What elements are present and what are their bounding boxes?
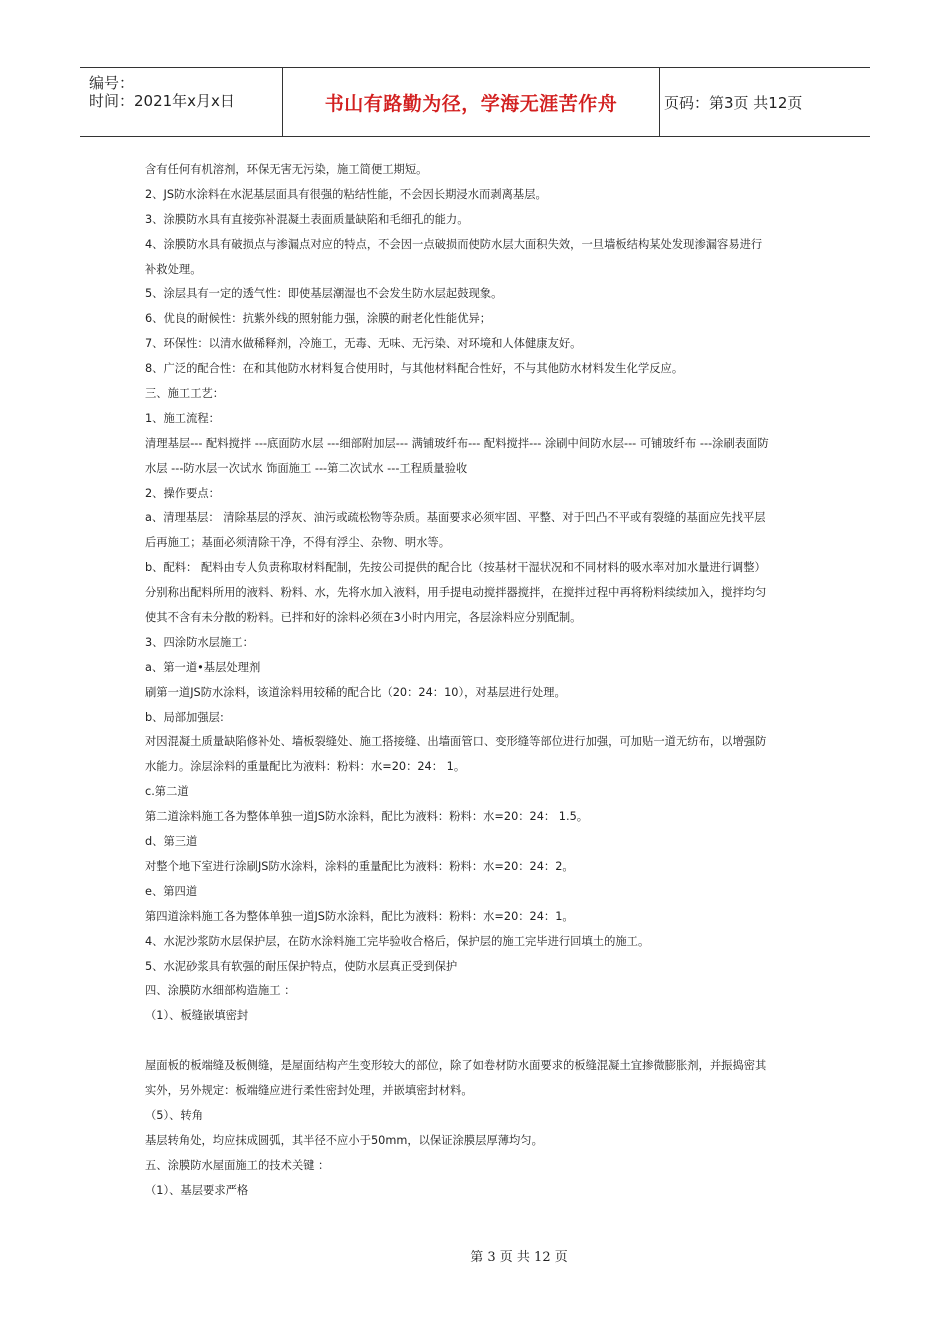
text-line: 对整个地下室进行涂刷JS防水涂料，涂料的重量配比为液料：粉料：水=20：24：2。 — [145, 859, 574, 873]
text-line: 使其不含有未分散的粉料。已拌和好的涂料必须在3小时内用完，各层涂料应分别配制。 — [145, 611, 582, 625]
text-line: 后再施工；基面必须清除干净，不得有浮尘、杂物、明水等。 — [145, 536, 451, 550]
text-line: d、第三道 — [145, 835, 198, 849]
text-line: 屋面板的板端缝及板侧缝，是屋面结构产生变形较大的部位，除了如卷材防水面要求的板缝混凝土宜掺微膨胀剂，并振捣密其 — [145, 1059, 767, 1073]
header-motto: 书山有路勤为径，学海无涯苦作舟 — [324, 92, 618, 115]
text-line: 基层转角处，均应抹成圆弧，其半径不应小于50mm，以保证涂膜层厚薄均匀。 — [145, 1133, 543, 1147]
text-line: 第二道涂料施工各为整体单独一道JS防水涂料，配比为液料：粉料：水=20：24： 1.5。 — [145, 810, 589, 824]
text-line: 清理基层--- 配料搅拌 ---底面防水层 ---细部附加层--- 满铺玻纤布--- 配料搅拌--- 涂刷中间防水层--- 可铺玻纤布 ---涂刷表面防 — [145, 436, 769, 450]
text-line: b、局部加强层: — [145, 710, 224, 724]
text-line: 5、水泥砂浆具有软强的耐压保护特点，使防水层真正受到保护 — [145, 959, 458, 973]
text-line: 四、涂膜防水细部构造施工 ： — [145, 984, 296, 998]
blank-line — [145, 1029, 810, 1054]
text-line: 4、水泥沙浆防水层保护层，在防水涂料施工完毕验收合格后，保护层的施工完毕进行回填土的施工。 — [145, 934, 650, 948]
text-line: 补救处理。 — [145, 262, 202, 276]
text-line: 7、环保性：以清水做稀释剂，冷施工，无毒、无味、无污染、对环境和人体健康友好。 — [145, 337, 582, 351]
header-page-info: 页码：第3页 共12页 — [664, 93, 803, 112]
header-motto-cell — [282, 68, 660, 136]
page-header — [80, 67, 870, 137]
text-line: （1）、板缝嵌填密封 — [145, 1009, 249, 1023]
text-line: b、配料： 配料由专人负责称取材料配制，先按公司提供的配合比（按基材干湿状况和不同材料的吸水率对加水量进行调整） — [145, 561, 766, 575]
text-line: 三、施工工艺： — [145, 387, 225, 401]
text-line: 水层 ---防水层一次试水 饰面施工 ---第二次试水 ---工程质量验收 — [145, 461, 468, 475]
text-line: 含有任何有机溶剂，环保无害无污染，施工简便工期短。 — [145, 163, 428, 176]
text-line: 8、广泛的配合性：在和其他防水材料复合使用时，与其他材料配合性好，不与其他防水材料发生化学反应。 — [145, 362, 684, 376]
text-line: 五、涂膜防水屋面施工的技术关键 ： — [145, 1158, 330, 1172]
text-line: 对因混凝土质量缺陷修补处、墙板裂缝处、施工搭接缝、出墙面管口、变形缝等部位进行加强，可加贴一道无纺布，以增强防 — [145, 735, 767, 749]
text-line: 实外，另外规定：板端缝应进行柔性密封处理，并嵌填密封材料。 — [145, 1083, 473, 1097]
text-line: 分别称出配料所用的液料、粉料、水，先将水加入液料，用手提电动搅拌器搅拌，在搅拌过程中再将粉料续续加入，搅拌均匀 — [145, 586, 767, 600]
text-line: a、第一道•基层处理剂 — [145, 660, 261, 674]
text-line: 2、操作要点： — [145, 486, 220, 500]
text-line: 刷第一道JS防水涂料，该道涂料用较稀的配合比（20：24：10），对基层进行处理。 — [145, 685, 566, 699]
document-time-label: 时间：2021年x月x日 — [89, 92, 235, 110]
text-line: （5）、转角 — [145, 1108, 204, 1122]
text-line: 2、JS防水涂料在水泥基层面具有很强的粘结性能，不会因长期浸水而剥离基层。 — [145, 187, 547, 201]
text-line: 第四道涂料施工各为整体单独一道JS防水涂料，配比为液料：粉料：水=20：24：1。 — [145, 909, 574, 923]
text-line: 水能力。涂层涂料的重量配比为液料：粉料：水=20：24： 1。 — [145, 760, 466, 774]
header-page-cell — [660, 68, 870, 136]
text-line: a、清理基层： 清除基层的浮灰、油污或疏松物等杂质。基面要求必须牢固、平整、对于凹凸不平或有裂缝的基面应先找平层 — [145, 511, 766, 525]
text-line: 3、涂膜防水具有直接弥补混凝土表面质量缺陷和毛细孔的能力。 — [145, 212, 469, 226]
document-body — [145, 158, 810, 1203]
text-line: 1、施工流程： — [145, 411, 220, 425]
document-code-label: 编号： — [89, 74, 135, 92]
text-line: 4、涂膜防水具有破损点与渗漏点对应的特点，不会因一点破损而使防水层大面积失效，一旦墙板结构某处发现渗漏容易进行 — [145, 237, 763, 251]
text-line: 6、优良的耐候性：抗紫外线的照射能力强，涂膜的耐老化性能优异； — [145, 312, 492, 326]
text-line: c.第二道 — [145, 785, 189, 799]
text-line: e、第四道 — [145, 884, 198, 898]
text-line: 3、四涂防水层施工： — [145, 635, 254, 649]
text-line: （1）、基层要求严格 — [145, 1183, 249, 1197]
page-footer: 第 3 页 共 12 页 — [470, 1250, 568, 1265]
text-line: 5、涂层具有一定的透气性：即使基层潮湿也不会发生防水层起鼓现象。 — [145, 287, 503, 301]
header-meta — [80, 68, 282, 136]
